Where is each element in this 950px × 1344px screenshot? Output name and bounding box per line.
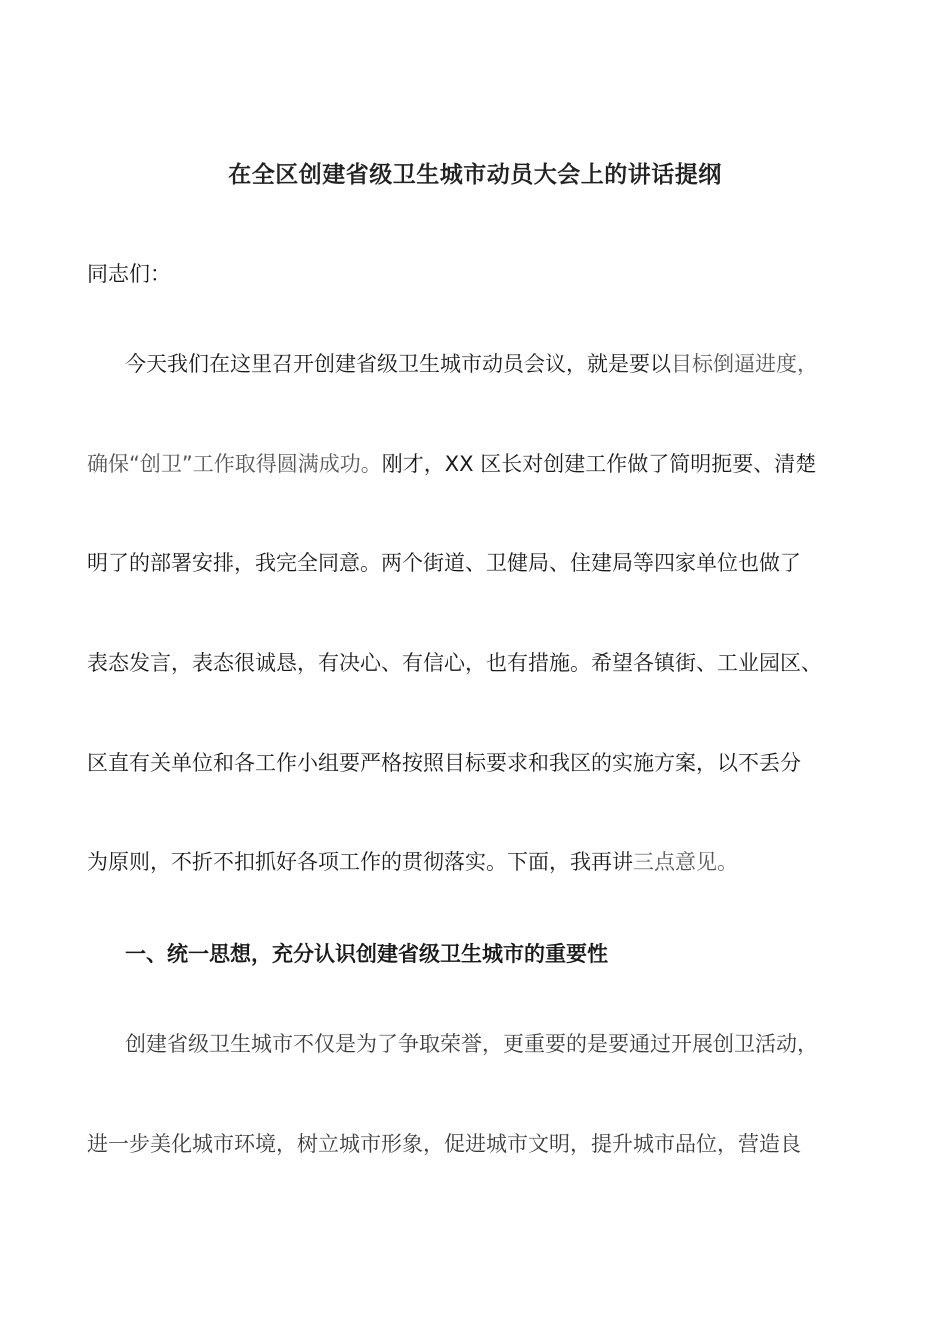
paragraph-line [125, 348, 818, 378]
document-title: 在全区创建省级卫生城市动员大会上的讲话提纲 [228, 162, 722, 188]
paragraph-line: 进一步美化城市环境，树立城市形象，促进城市文明，提升城市品位，营造良 [87, 1132, 801, 1156]
salutation: 同志们： [87, 262, 171, 286]
text-run: 今天我们在这里召开创建省级卫生城市动员会议，就是要以 [125, 352, 671, 376]
paragraph-line: 区直有关单位和各工作小组要严格按照目标要求和我区的实施方案，以不丢分 [87, 751, 801, 775]
text-run-highlight: 确保“创卫”工作取得圆满成功。 [87, 452, 382, 476]
paragraph-line: 创建省级卫生城市不仅是为了争取荣誉，更重要的是要通过开展创卫活动， [125, 1032, 818, 1056]
paragraph-line: 明了的部署安排，我完全同意。两个街道、卫健局、住建局等四家单位也做了 [87, 551, 801, 575]
text-run-highlight: 三点意见。 [633, 850, 738, 874]
text-run: 刚才，XX 区长对创建工作做了简明扼要、清楚 [381, 452, 817, 476]
paragraph-line [87, 448, 816, 478]
paragraph-line: 表态发言，表态很诚恳，有决心、有信心，也有措施。希望各镇街、工业园区、 [87, 651, 822, 675]
paragraph-line [87, 846, 738, 876]
text-run: 为原则，不折不扣抓好各项工作的贯彻落实。下面，我再讲 [87, 850, 633, 874]
section-heading: 一、统一思想，充分认识创建省级卫生城市的重要性 [125, 942, 608, 966]
text-run-highlight: 目标倒逼进度， [671, 352, 818, 376]
